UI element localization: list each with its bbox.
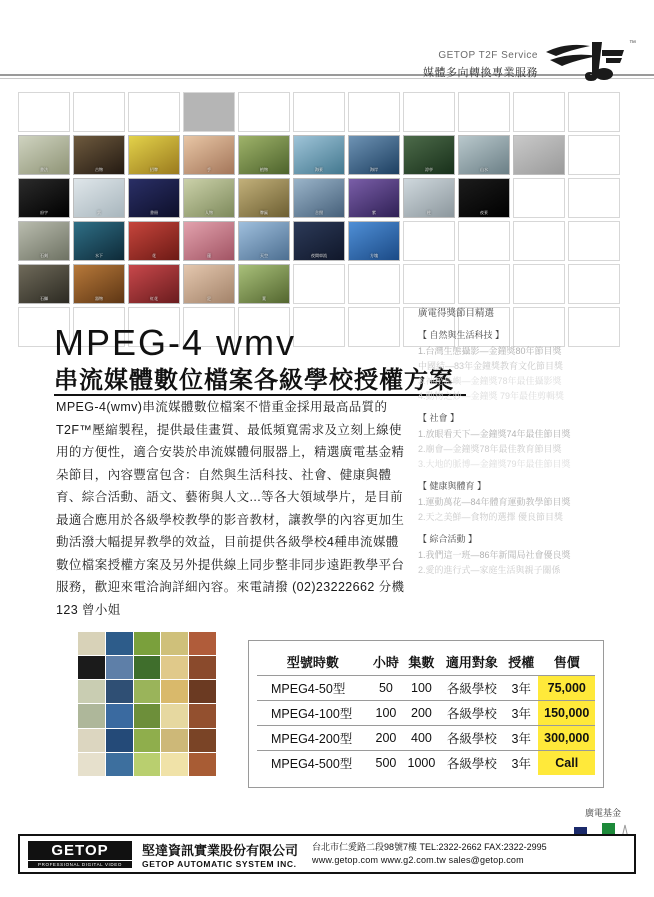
thumbnail-placeholder: [458, 92, 510, 132]
thumbnail-label: 器物: [95, 296, 103, 301]
thumbnail-label: 石獅: [40, 296, 48, 301]
mosaic-tile: [78, 729, 105, 752]
cell-hours: 500: [375, 756, 397, 770]
awards-list: [418, 306, 640, 578]
thumbnail-placeholder: [513, 92, 565, 132]
thumbnail-label: 紫: [372, 210, 376, 215]
thumbnail-image[interactable]: [238, 135, 290, 175]
mosaic-tile: [78, 632, 105, 655]
mosaic-tile: [78, 656, 105, 679]
service-name-cn: 媒體多向轉換專業服務: [423, 67, 538, 79]
thumbnail-label: 花: [152, 253, 156, 258]
trademark-symbol: ™: [629, 40, 636, 47]
thumbnail-placeholder: [73, 92, 125, 132]
footer-address: 台北市仁愛路二段98號7樓 TEL:2322-2662 FAX:2322-2995: [312, 842, 547, 852]
thumbnail-label: 夜景: [480, 210, 488, 215]
mosaic-tile: [161, 753, 188, 776]
thumbnail-image[interactable]: [293, 221, 345, 261]
price-table-box: [248, 640, 604, 788]
mosaic-tile: [134, 729, 161, 752]
thumbnail-image[interactable]: [238, 178, 290, 218]
thumbnail-row: [18, 92, 634, 132]
thumbnail-image[interactable]: [293, 135, 345, 175]
getop-brand: GETOP: [28, 841, 132, 860]
table-header-row: [257, 649, 595, 676]
thumbnail-image[interactable]: [348, 135, 400, 175]
thumbnail-placeholder: [238, 92, 290, 132]
thumbnail-label: 書法: [40, 167, 48, 172]
thumbnail-label: 蓮: [207, 253, 211, 258]
t2f-logo-icon: [540, 38, 626, 82]
awards-item: 1.運動萬花—84年體育運動教學節目獎: [418, 497, 571, 507]
cell-license: 3年: [511, 732, 531, 746]
service-name-en: GETOP T2F Service: [438, 50, 538, 61]
thumbnail-placeholder: [403, 221, 455, 261]
guangdian-label: 廣電基金: [584, 808, 621, 818]
awards-item: 中國結—83年金鐘獎教育文化節目獎: [418, 361, 564, 371]
table-row: [257, 676, 595, 701]
thumbnail-label: 柱: [427, 210, 431, 215]
thumbnail-image[interactable]: [238, 221, 290, 261]
cell-episodes: 200: [411, 706, 432, 720]
thumbnail-label: 手: [207, 167, 211, 172]
cell-episodes: 100: [411, 681, 432, 695]
mosaic-tile: [134, 704, 161, 727]
cell-license: 3年: [511, 707, 531, 721]
thumbnail-placeholder: [513, 221, 565, 261]
thumbnail-image[interactable]: [348, 221, 400, 261]
thumbnail-image[interactable]: [73, 135, 125, 175]
thumbnail-row: [18, 221, 634, 261]
cell-episodes: 400: [411, 731, 432, 745]
page-footer: [18, 834, 636, 874]
mosaic-thumbnail-block: [78, 632, 216, 776]
cell-price: 150,000: [538, 701, 595, 726]
awards-item: 3.大地的脈博—金鐘獎79年最佳節目獎: [418, 459, 571, 469]
thumbnail-row: [18, 264, 634, 304]
thumbnail-label: 海景: [315, 167, 323, 172]
cell-target: 各級學校: [446, 732, 497, 746]
cell-license: 3年: [511, 682, 531, 696]
thumbnail-label: 夜間車流: [311, 253, 327, 258]
thumbnail-placeholder: [348, 264, 400, 304]
cell-episodes: 1000: [407, 756, 436, 770]
thumbnail-image[interactable]: [18, 221, 70, 261]
thumbnail-image[interactable]: [73, 264, 125, 304]
table-column-header: 適用對象: [445, 655, 498, 670]
cell-hours: 100: [375, 706, 397, 720]
mosaic-tile: [78, 680, 105, 703]
mosaic-tile: [161, 632, 188, 655]
awards-section-heading: 【 綜合活動 】: [418, 534, 478, 544]
thumbnail-image[interactable]: [403, 178, 455, 218]
cell-model: MPEG4-50型: [271, 682, 346, 696]
thumbnail-label: 雲: [97, 210, 101, 215]
page-header: [0, 0, 654, 86]
awards-section-heading: 【 自然與生活科技 】: [418, 330, 505, 340]
cell-target: 各級學校: [446, 682, 497, 696]
cell-target: 各級學校: [446, 757, 497, 771]
thumbnail-label: 涼亭: [425, 167, 433, 172]
mosaic-tile: [189, 680, 216, 703]
mosaic-tile: [189, 729, 216, 752]
thumbnail-image[interactable]: [73, 221, 125, 261]
table-row: [257, 726, 595, 751]
headline-block: [54, 322, 454, 396]
thumbnail-label: 山水: [480, 167, 488, 172]
thumbnail-image[interactable]: [18, 178, 70, 218]
thumbnail-image[interactable]: [348, 178, 400, 218]
thumbnail-placeholder: [568, 264, 620, 304]
getop-brand-sub: PROFESSIONAL DIGITAL VIDEO: [28, 861, 132, 868]
thumbnail-placeholder: [293, 264, 345, 304]
cell-model: MPEG4-100型: [271, 707, 353, 721]
thumbnail-placeholder: [18, 92, 70, 132]
footer-web[interactable]: www.getop.com www.g2.com.tw sales@getop.com: [312, 855, 524, 865]
awards-item: 1.我們這一班—86年新聞局社會優良獎: [418, 550, 571, 560]
thumbnail-image[interactable]: [183, 135, 235, 175]
thumbnail-label: 天空: [260, 253, 268, 258]
thumbnail-label: 牌匾: [260, 210, 268, 215]
company-name-en: GETOP AUTOMATIC SYSTEM INC.: [142, 858, 297, 869]
thumbnail-label: 石刻: [40, 253, 48, 258]
cell-price: 75,000: [538, 676, 595, 701]
thumbnail-placeholder: [403, 92, 455, 132]
awards-item: 4.動物之妙—金鐘獎 79年最佳剪輯獎: [418, 391, 565, 401]
thumbnail-image[interactable]: [458, 135, 510, 175]
footer-contact: [312, 841, 547, 867]
thumbnail-label: 古物: [95, 167, 103, 172]
cell-target: 各級學校: [446, 707, 497, 721]
table-column-header: 授權: [508, 655, 535, 670]
awards-section-heading: 【 社會 】: [418, 413, 460, 423]
mosaic-tile: [78, 753, 105, 776]
cell-model: MPEG4-200型: [271, 732, 353, 746]
thumbnail-label: 招牌: [150, 167, 158, 172]
table-row: [257, 701, 595, 726]
thumbnail-label: 府字: [40, 210, 48, 215]
thumbnail-image[interactable]: [403, 135, 455, 175]
thumbnail-placeholder: [568, 92, 620, 132]
thumbnail-placeholder: [348, 92, 400, 132]
header-service-text: [423, 50, 538, 80]
mosaic-tile: [106, 656, 133, 679]
mosaic-tile: [78, 704, 105, 727]
mosaic-tile: [189, 753, 216, 776]
cell-hours: 50: [378, 681, 393, 695]
mosaic-tile: [161, 680, 188, 703]
mosaic-tile: [106, 632, 133, 655]
thumbnail-image[interactable]: [18, 135, 70, 175]
thumbnail-placeholder-filled: [183, 92, 235, 132]
mosaic-tile: [106, 753, 133, 776]
cell-model: MPEG4-500型: [271, 757, 353, 771]
price-table: [257, 649, 595, 775]
thumbnail-image[interactable]: [183, 221, 235, 261]
mosaic-tile: [189, 704, 216, 727]
page-title: MPEG-4 wmv: [54, 322, 297, 363]
thumbnail-placeholder: [568, 178, 620, 218]
thumbnail-image[interactable]: [183, 264, 235, 304]
cell-license: 3年: [511, 757, 531, 771]
mosaic-tile: [161, 656, 188, 679]
thumbnail-image[interactable]: [458, 178, 510, 218]
table-column-header: 型號時數: [286, 655, 339, 670]
thumbnail-row: [18, 178, 634, 218]
footer-company-names: [132, 840, 298, 869]
thumbnail-image[interactable]: [128, 135, 180, 175]
thumbnail-placeholder: [403, 264, 455, 304]
thumbnail-label: 海岸: [370, 167, 378, 172]
thumbnail-placeholder: [458, 221, 510, 261]
cell-hours: 200: [375, 731, 397, 745]
thumbnail-label: 書冊: [150, 210, 158, 215]
thumbnail-row: [18, 135, 634, 175]
thumbnail-label: 足: [207, 296, 211, 301]
thumbnail-label: 植物: [260, 167, 268, 172]
cell-price: 300,000: [538, 726, 595, 751]
page-subtitle: 串流媒體數位檔案各級學校授權方案: [54, 367, 454, 394]
awards-item: 1.台灣生態攝影—金鐘獎80年節目獎: [418, 346, 562, 356]
table-column-header: 售價: [553, 655, 580, 670]
mosaic-tile: [134, 753, 161, 776]
company-name-cn: 堅達資訊實業股份有限公司: [142, 842, 299, 858]
mosaic-tile: [134, 632, 161, 655]
mosaic-tile: [106, 729, 133, 752]
getop-logo: [28, 841, 132, 868]
mosaic-tile: [134, 680, 161, 703]
thumbnail-image[interactable]: [513, 135, 565, 175]
body-copy: [56, 396, 406, 621]
thumbnail-image[interactable]: [128, 264, 180, 304]
thumbnail-image[interactable]: [18, 264, 70, 304]
mosaic-tile: [106, 680, 133, 703]
thumbnail-image[interactable]: [128, 178, 180, 218]
thumbnail-label: 紅花: [150, 296, 158, 301]
thumbnail-placeholder: [458, 264, 510, 304]
awards-item: 3.神秘島嶼—金鐘獎78年最佳攝影獎: [418, 376, 562, 386]
thumbnail-image[interactable]: [183, 178, 235, 218]
mosaic-tile: [134, 656, 161, 679]
awards-item: 2.廟會—金鐘獎78年最佳教育節目獎: [418, 444, 562, 454]
cell-price: Call: [538, 751, 595, 776]
thumbnail-image[interactable]: [238, 264, 290, 304]
mosaic-tile: [189, 632, 216, 655]
thumbnail-placeholder: [513, 178, 565, 218]
mosaic-tile: [189, 656, 216, 679]
thumbnail-placeholder: [513, 264, 565, 304]
thumbnail-label: 葉: [262, 296, 266, 301]
thumbnail-label: 人物: [205, 210, 213, 215]
thumbnail-image[interactable]: [128, 221, 180, 261]
thumbnail-image[interactable]: [293, 178, 345, 218]
thumbnail-label: 水下: [95, 253, 103, 258]
thumbnail-label: 合照: [315, 210, 323, 215]
mosaic-tile: [106, 704, 133, 727]
thumbnail-label: 方塊: [370, 253, 378, 258]
body-paragraph: MPEG-4(wmv)串流媒體數位檔案不惜重金採用最高品質的T2F™壓縮製程，提供最佳畫質、最低頻寬需求及立刻上線使用的方便性，適合安裝於串流媒體伺服器上，精選廣電基金精朵節目，內容豐富包含：自然與生活科技、社會、健康與體育、綜合活動、語文、藝術與人文...等各大領域學片，是目前最適合應用於各級學校教學的影音教材，讓教學的內容更加生動活潑大幅提昇教學的效益，目前提供各級學校4種串流媒體數位檔案授權方案及另外提供線上同步整非同步遠距教學平台服務，歡迎來電洽詢詳細內容。來電請撥 (02)23222662 分機 123 曾小姐: [56, 400, 405, 617]
thumbnail-placeholder: [293, 92, 345, 132]
awards-section-heading: 【 健康與體育 】: [418, 481, 487, 491]
mosaic-tile: [161, 704, 188, 727]
table-row: [257, 751, 595, 776]
thumbnail-placeholder: [568, 135, 620, 175]
awards-item: 2.愛的進行式—家庭生活與親子關係: [418, 565, 561, 575]
table-column-header: 小時: [372, 655, 399, 670]
awards-item: 2.天之美鮮—食物的選擇 優良節目獎: [418, 512, 564, 522]
awards-item: 1.放眼看天下—金鐘獎74年最佳節目獎: [418, 429, 571, 439]
mosaic-tile: [161, 729, 188, 752]
table-column-header: 集數: [408, 655, 435, 670]
awards-title: 廣電得獎節目精選: [418, 308, 495, 319]
thumbnail-placeholder: [568, 221, 620, 261]
thumbnail-placeholder: [128, 92, 180, 132]
thumbnail-image[interactable]: [73, 178, 125, 218]
